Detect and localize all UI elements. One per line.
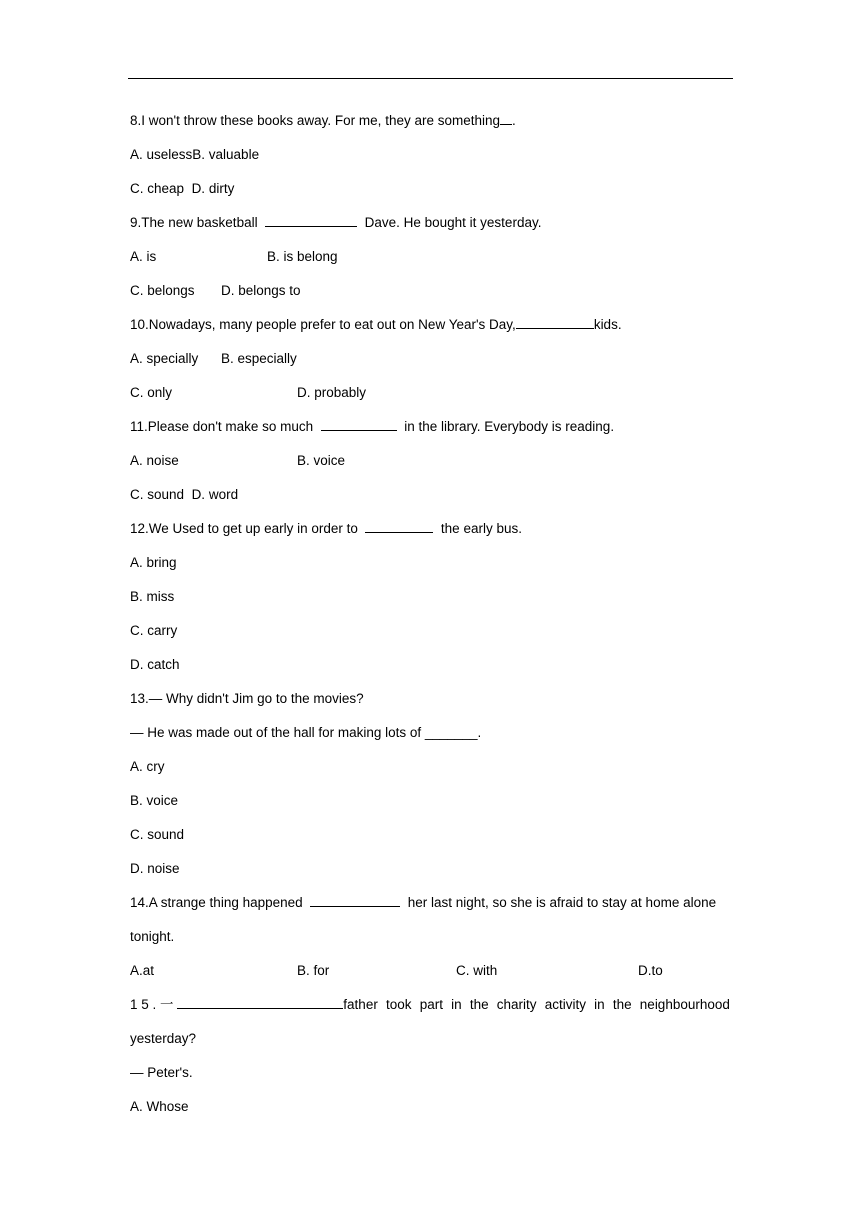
question-9-option-d: D. belongs to	[221, 283, 301, 298]
question-9-options-cd	[130, 274, 730, 308]
word: the	[469, 997, 489, 1012]
question-11-options-ab	[130, 444, 730, 478]
question-8-options-cd	[130, 172, 730, 206]
question-14-stem-cont	[130, 920, 730, 954]
word: neighbourhood	[639, 997, 730, 1012]
word: part	[419, 997, 443, 1012]
answer-blank	[177, 996, 343, 1009]
question-12-stem	[130, 512, 730, 546]
question-8-option-ab: A. uselessB. valuable	[130, 147, 260, 162]
question-11-option-b: B. voice	[297, 453, 346, 468]
question-11-option-c: C. sound	[130, 487, 185, 502]
header-rule	[128, 78, 733, 79]
question-10-option-c: C. only	[130, 385, 173, 400]
option-text: C. carry	[130, 623, 178, 638]
question-10-stem-text: 10.Nowadays, many people prefer to eat out on New Year's Day,	[130, 317, 516, 332]
answer-blank	[321, 418, 397, 431]
question-9-option-a: A. is	[130, 249, 157, 264]
answer-blank	[500, 112, 512, 125]
question-10-option-d: D. probably	[297, 385, 367, 400]
question-14-option-c: C. with	[456, 963, 498, 978]
word: charity	[496, 997, 537, 1012]
question-15-stem	[130, 988, 730, 1022]
question-10-option-a: A. specially	[130, 351, 199, 366]
question-list	[130, 104, 730, 1124]
question-14-stem	[130, 886, 730, 920]
word: took	[386, 997, 412, 1012]
question-14-stem-end: her last night, so she is afraid to stay at home alone	[407, 895, 717, 910]
question-9-stem	[130, 206, 730, 240]
word: in	[594, 997, 605, 1012]
question-8-options-ab	[130, 138, 730, 172]
question-8-stem-end: .	[512, 113, 516, 128]
question-14-stem-text: 14.A strange thing happened	[130, 895, 303, 910]
question-10-option-b: B. especially	[221, 351, 297, 366]
question-10-options-cd	[130, 376, 730, 410]
question-15-answer: — Peter's.	[130, 1065, 193, 1080]
question-15-stem-cont	[130, 1022, 730, 1056]
question-13-option-d	[130, 852, 730, 886]
option-text: C. sound	[130, 827, 185, 842]
question-13-line-2	[130, 716, 730, 750]
question-14-stem-tail: tonight.	[130, 929, 175, 944]
question-12-stem-end: the early bus.	[440, 521, 522, 536]
question-14-option-a: A.at	[130, 963, 155, 978]
question-12-stem-text: 12.We Used to get up early in order to	[130, 521, 358, 536]
question-8-option-d: D. dirty	[191, 181, 235, 196]
question-15-start	[130, 988, 378, 1022]
question-15-number: 1 5 . 一	[130, 997, 174, 1012]
word: in	[451, 997, 462, 1012]
question-15-stem-tail: yesterday?	[130, 1031, 197, 1046]
word: father	[343, 997, 378, 1012]
question-13-option-a	[130, 750, 730, 784]
question-8-stem	[130, 104, 730, 138]
question-9-stem-end: Dave. He bought it yesterday.	[364, 215, 542, 230]
question-14-option-d: D.to	[638, 963, 663, 978]
answer-blank	[310, 894, 400, 907]
question-13-question: 13.— Why didn't Jim go to the movies?	[130, 691, 364, 706]
option-text: A. bring	[130, 555, 177, 570]
question-11-stem-end: in the library. Everybody is reading.	[404, 419, 615, 434]
question-8-option-c: C. cheap	[130, 181, 185, 196]
question-11-option-d: D. word	[191, 487, 239, 502]
question-14-option-b: B. for	[297, 963, 330, 978]
question-15-answer-line	[130, 1056, 730, 1090]
question-11-option-a: A. noise	[130, 453, 179, 468]
question-12-option-c	[130, 614, 730, 648]
question-11-stem-text: 11.Please don't make so much	[130, 419, 314, 434]
question-12-option-b	[130, 580, 730, 614]
question-10-stem-end: kids.	[593, 317, 622, 332]
question-13-line-1	[130, 682, 730, 716]
question-13-answer: — He was made out of the hall for making lots of _______.	[130, 725, 482, 740]
answer-blank	[265, 214, 357, 227]
question-9-options-ab	[130, 240, 730, 274]
question-10-options-ab	[130, 342, 730, 376]
question-12-option-a	[130, 546, 730, 580]
question-12-option-d	[130, 648, 730, 682]
question-8-stem-text: 8.I won't throw these books away. For me, they are something	[130, 113, 501, 128]
option-text: B. miss	[130, 589, 175, 604]
option-text: B. voice	[130, 793, 179, 808]
word: activity	[544, 997, 586, 1012]
word: the	[612, 997, 632, 1012]
option-text: A. cry	[130, 759, 165, 774]
question-9-stem-text: 9.The new basketball	[130, 215, 258, 230]
question-9-option-b: B. is belong	[267, 249, 338, 264]
question-9-option-c: C. belongs	[130, 283, 195, 298]
question-10-stem	[130, 308, 730, 342]
option-text: D. catch	[130, 657, 180, 672]
question-13-option-b	[130, 784, 730, 818]
question-13-option-c	[130, 818, 730, 852]
answer-blank	[516, 316, 594, 329]
question-11-stem	[130, 410, 730, 444]
question-11-options-cd	[130, 478, 730, 512]
question-15-option-a	[130, 1090, 730, 1124]
answer-blank	[365, 520, 433, 533]
question-14-options	[130, 954, 730, 988]
option-text: A. Whose	[130, 1099, 189, 1114]
option-text: D. noise	[130, 861, 180, 876]
